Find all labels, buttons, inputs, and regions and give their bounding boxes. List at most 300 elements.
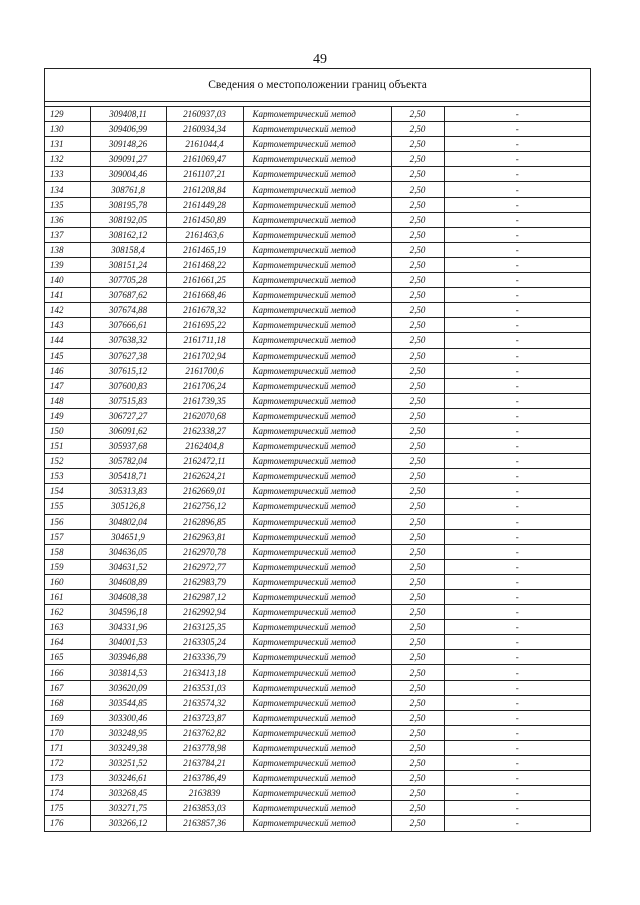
- point-number-cell: 140: [45, 273, 90, 288]
- point-number-cell: 152: [45, 454, 90, 469]
- accuracy-cell: 2,50: [391, 333, 444, 348]
- table-body: [45, 107, 590, 831]
- point-number-cell: 174: [45, 786, 90, 801]
- accuracy-cell: 2,50: [391, 650, 444, 665]
- table-row: [45, 137, 590, 152]
- table-row: [45, 816, 590, 831]
- method-cell: Картометрический метод: [243, 454, 391, 469]
- point-number-cell: 168: [45, 695, 90, 710]
- point-number-cell: 175: [45, 801, 90, 816]
- point-number-cell: 137: [45, 227, 90, 242]
- y-coordinate-cell: 2160937,03: [166, 107, 243, 122]
- table-row: [45, 303, 590, 318]
- y-coordinate-cell: 2162624,21: [166, 469, 243, 484]
- method-cell: Картометрический метод: [243, 816, 391, 831]
- method-cell: Картометрический метод: [243, 544, 391, 559]
- description-cell: -: [444, 423, 590, 438]
- method-cell: Картометрический метод: [243, 801, 391, 816]
- point-number-cell: 132: [45, 152, 90, 167]
- accuracy-cell: 2,50: [391, 635, 444, 650]
- y-coordinate-cell: 2161468,22: [166, 257, 243, 272]
- table-row: [45, 574, 590, 589]
- table-row: [45, 408, 590, 423]
- table-row: [45, 499, 590, 514]
- y-coordinate-cell: 2162070,68: [166, 408, 243, 423]
- point-number-cell: 149: [45, 408, 90, 423]
- table-row: [45, 363, 590, 378]
- x-coordinate-cell: 307638,32: [90, 333, 166, 348]
- table-row: [45, 786, 590, 801]
- method-cell: Картометрический метод: [243, 152, 391, 167]
- accuracy-cell: 2,50: [391, 288, 444, 303]
- method-cell: Картометрический метод: [243, 288, 391, 303]
- accuracy-cell: 2,50: [391, 303, 444, 318]
- description-cell: -: [444, 786, 590, 801]
- x-coordinate-cell: 307615,12: [90, 363, 166, 378]
- description-cell: -: [444, 801, 590, 816]
- method-cell: Картометрический метод: [243, 273, 391, 288]
- method-cell: Картометрический метод: [243, 740, 391, 755]
- description-cell: -: [444, 695, 590, 710]
- point-number-cell: 172: [45, 756, 90, 771]
- method-cell: Картометрический метод: [243, 333, 391, 348]
- description-cell: -: [444, 122, 590, 137]
- x-coordinate-cell: 307705,28: [90, 273, 166, 288]
- point-number-cell: 138: [45, 242, 90, 257]
- accuracy-cell: 2,50: [391, 242, 444, 257]
- description-cell: -: [444, 393, 590, 408]
- y-coordinate-cell: 2161739,35: [166, 393, 243, 408]
- y-coordinate-cell: 2163853,03: [166, 801, 243, 816]
- table-row: [45, 182, 590, 197]
- point-number-cell: 147: [45, 378, 90, 393]
- x-coordinate-cell: 303246,61: [90, 771, 166, 786]
- point-number-cell: 160: [45, 574, 90, 589]
- point-number-cell: 145: [45, 348, 90, 363]
- description-cell: -: [444, 469, 590, 484]
- accuracy-cell: 2,50: [391, 620, 444, 635]
- y-coordinate-cell: 2161208,84: [166, 182, 243, 197]
- method-cell: Картометрический метод: [243, 122, 391, 137]
- y-coordinate-cell: 2161107,21: [166, 167, 243, 182]
- y-coordinate-cell: 2162987,12: [166, 590, 243, 605]
- description-cell: -: [444, 650, 590, 665]
- x-coordinate-cell: 308761,8: [90, 182, 166, 197]
- x-coordinate-cell: 303248,95: [90, 725, 166, 740]
- accuracy-cell: 2,50: [391, 363, 444, 378]
- x-coordinate-cell: 308192,05: [90, 212, 166, 227]
- table-row: [45, 695, 590, 710]
- accuracy-cell: 2,50: [391, 227, 444, 242]
- table-row: [45, 152, 590, 167]
- table-row: [45, 378, 590, 393]
- accuracy-cell: 2,50: [391, 529, 444, 544]
- method-cell: Картометрический метод: [243, 635, 391, 650]
- x-coordinate-cell: 309406,99: [90, 122, 166, 137]
- point-number-cell: 173: [45, 771, 90, 786]
- accuracy-cell: 2,50: [391, 544, 444, 559]
- accuracy-cell: 2,50: [391, 574, 444, 589]
- x-coordinate-cell: 306091,62: [90, 423, 166, 438]
- y-coordinate-cell: 2160934,34: [166, 122, 243, 137]
- point-number-cell: 151: [45, 439, 90, 454]
- method-cell: Картометрический метод: [243, 605, 391, 620]
- accuracy-cell: 2,50: [391, 695, 444, 710]
- point-number-cell: 131: [45, 137, 90, 152]
- y-coordinate-cell: 2161678,32: [166, 303, 243, 318]
- description-cell: -: [444, 514, 590, 529]
- method-cell: Картометрический метод: [243, 107, 391, 122]
- y-coordinate-cell: 2162992,94: [166, 605, 243, 620]
- point-number-cell: 156: [45, 514, 90, 529]
- point-number-cell: 164: [45, 635, 90, 650]
- y-coordinate-cell: 2161450,89: [166, 212, 243, 227]
- description-cell: -: [444, 167, 590, 182]
- method-cell: Картометрический метод: [243, 514, 391, 529]
- point-number-cell: 133: [45, 167, 90, 182]
- accuracy-cell: 2,50: [391, 439, 444, 454]
- table-row: [45, 107, 590, 122]
- description-cell: -: [444, 227, 590, 242]
- y-coordinate-cell: 2162404,8: [166, 439, 243, 454]
- method-cell: Картометрический метод: [243, 771, 391, 786]
- table-row: [45, 333, 590, 348]
- point-number-cell: 146: [45, 363, 90, 378]
- table-row: [45, 710, 590, 725]
- description-cell: -: [444, 318, 590, 333]
- method-cell: Картометрический метод: [243, 167, 391, 182]
- point-number-cell: 176: [45, 816, 90, 831]
- accuracy-cell: 2,50: [391, 801, 444, 816]
- accuracy-cell: 2,50: [391, 725, 444, 740]
- x-coordinate-cell: 303266,12: [90, 816, 166, 831]
- x-coordinate-cell: 305313,83: [90, 484, 166, 499]
- description-cell: -: [444, 574, 590, 589]
- point-number-cell: 144: [45, 333, 90, 348]
- accuracy-cell: 2,50: [391, 740, 444, 755]
- accuracy-cell: 2,50: [391, 273, 444, 288]
- description-cell: -: [444, 182, 590, 197]
- description-cell: -: [444, 605, 590, 620]
- table-row: [45, 227, 590, 242]
- description-cell: -: [444, 740, 590, 755]
- accuracy-cell: 2,50: [391, 423, 444, 438]
- description-cell: -: [444, 242, 590, 257]
- y-coordinate-cell: 2162972,77: [166, 559, 243, 574]
- x-coordinate-cell: 306727,27: [90, 408, 166, 423]
- accuracy-cell: 2,50: [391, 378, 444, 393]
- point-number-cell: 161: [45, 590, 90, 605]
- y-coordinate-cell: 2162669,01: [166, 484, 243, 499]
- accuracy-cell: 2,50: [391, 665, 444, 680]
- x-coordinate-cell: 308195,78: [90, 197, 166, 212]
- boundary-coordinates-table: [45, 107, 590, 832]
- point-number-cell: 167: [45, 680, 90, 695]
- table-row: [45, 514, 590, 529]
- x-coordinate-cell: 303268,45: [90, 786, 166, 801]
- method-cell: Картометрический метод: [243, 212, 391, 227]
- description-cell: -: [444, 288, 590, 303]
- point-number-cell: 142: [45, 303, 90, 318]
- x-coordinate-cell: 303544,85: [90, 695, 166, 710]
- point-number-cell: 165: [45, 650, 90, 665]
- x-coordinate-cell: 308158,4: [90, 242, 166, 257]
- y-coordinate-cell: 2163857,36: [166, 816, 243, 831]
- page-number: 49: [313, 52, 327, 67]
- method-cell: Картометрический метод: [243, 182, 391, 197]
- accuracy-cell: 2,50: [391, 559, 444, 574]
- accuracy-cell: 2,50: [391, 257, 444, 272]
- x-coordinate-cell: 307627,38: [90, 348, 166, 363]
- method-cell: Картометрический метод: [243, 499, 391, 514]
- point-number-cell: 153: [45, 469, 90, 484]
- x-coordinate-cell: 304636,05: [90, 544, 166, 559]
- y-coordinate-cell: 2162970,78: [166, 544, 243, 559]
- description-cell: -: [444, 333, 590, 348]
- description-cell: -: [444, 107, 590, 122]
- y-coordinate-cell: 2161700,6: [166, 363, 243, 378]
- table-row: [45, 801, 590, 816]
- accuracy-cell: 2,50: [391, 393, 444, 408]
- point-number-cell: 148: [45, 393, 90, 408]
- y-coordinate-cell: 2161449,28: [166, 197, 243, 212]
- method-cell: Картометрический метод: [243, 423, 391, 438]
- y-coordinate-cell: 2162983,79: [166, 574, 243, 589]
- y-coordinate-cell: 2161668,46: [166, 288, 243, 303]
- method-cell: Картометрический метод: [243, 574, 391, 589]
- x-coordinate-cell: 305126,8: [90, 499, 166, 514]
- description-cell: -: [444, 197, 590, 212]
- description-cell: -: [444, 559, 590, 574]
- x-coordinate-cell: 303251,52: [90, 756, 166, 771]
- point-number-cell: 157: [45, 529, 90, 544]
- table-row: [45, 756, 590, 771]
- point-number-cell: 135: [45, 197, 90, 212]
- method-cell: Картометрический метод: [243, 620, 391, 635]
- table-row: [45, 635, 590, 650]
- x-coordinate-cell: 304596,18: [90, 605, 166, 620]
- table-row: [45, 680, 590, 695]
- point-number-cell: 130: [45, 122, 90, 137]
- description-cell: -: [444, 620, 590, 635]
- method-cell: Картометрический метод: [243, 227, 391, 242]
- accuracy-cell: 2,50: [391, 122, 444, 137]
- method-cell: Картометрический метод: [243, 786, 391, 801]
- y-coordinate-cell: 2163723,87: [166, 710, 243, 725]
- y-coordinate-cell: 2161044,4: [166, 137, 243, 152]
- table-row: [45, 590, 590, 605]
- method-cell: Картометрический метод: [243, 665, 391, 680]
- table-row: [45, 318, 590, 333]
- method-cell: Картометрический метод: [243, 650, 391, 665]
- table-row: [45, 167, 590, 182]
- y-coordinate-cell: 2161711,18: [166, 333, 243, 348]
- x-coordinate-cell: 305937,68: [90, 439, 166, 454]
- description-cell: -: [444, 408, 590, 423]
- point-number-cell: 170: [45, 725, 90, 740]
- method-cell: Картометрический метод: [243, 710, 391, 725]
- accuracy-cell: 2,50: [391, 590, 444, 605]
- description-cell: -: [444, 635, 590, 650]
- x-coordinate-cell: 307666,61: [90, 318, 166, 333]
- accuracy-cell: 2,50: [391, 605, 444, 620]
- y-coordinate-cell: 2162472,11: [166, 454, 243, 469]
- y-coordinate-cell: 2163336,79: [166, 650, 243, 665]
- x-coordinate-cell: 308151,24: [90, 257, 166, 272]
- accuracy-cell: 2,50: [391, 182, 444, 197]
- accuracy-cell: 2,50: [391, 212, 444, 227]
- method-cell: Картометрический метод: [243, 348, 391, 363]
- x-coordinate-cell: 303620,09: [90, 680, 166, 695]
- table-row: [45, 529, 590, 544]
- x-coordinate-cell: 304802,04: [90, 514, 166, 529]
- x-coordinate-cell: 303300,46: [90, 710, 166, 725]
- table-row: [45, 288, 590, 303]
- x-coordinate-cell: 305782,04: [90, 454, 166, 469]
- method-cell: Картометрический метод: [243, 393, 391, 408]
- accuracy-cell: 2,50: [391, 710, 444, 725]
- description-cell: -: [444, 212, 590, 227]
- accuracy-cell: 2,50: [391, 469, 444, 484]
- y-coordinate-cell: 2162896,85: [166, 514, 243, 529]
- accuracy-cell: 2,50: [391, 197, 444, 212]
- y-coordinate-cell: 2162756,12: [166, 499, 243, 514]
- method-cell: Картометрический метод: [243, 725, 391, 740]
- table-row: [45, 242, 590, 257]
- table-row: [45, 725, 590, 740]
- x-coordinate-cell: 304608,38: [90, 590, 166, 605]
- x-coordinate-cell: 308162,12: [90, 227, 166, 242]
- point-number-cell: 129: [45, 107, 90, 122]
- x-coordinate-cell: 309408,11: [90, 107, 166, 122]
- y-coordinate-cell: 2161465,19: [166, 242, 243, 257]
- y-coordinate-cell: 2163762,82: [166, 725, 243, 740]
- table-row: [45, 484, 590, 499]
- method-cell: Картометрический метод: [243, 242, 391, 257]
- table-title: Сведения о местоположении границ объекта: [45, 69, 590, 102]
- point-number-cell: 162: [45, 605, 90, 620]
- description-cell: -: [444, 665, 590, 680]
- y-coordinate-cell: 2162963,81: [166, 529, 243, 544]
- table-row: [45, 439, 590, 454]
- table-row: [45, 348, 590, 363]
- table-row: [45, 122, 590, 137]
- accuracy-cell: 2,50: [391, 318, 444, 333]
- y-coordinate-cell: 2161661,25: [166, 273, 243, 288]
- method-cell: Картометрический метод: [243, 469, 391, 484]
- y-coordinate-cell: 2162338,27: [166, 423, 243, 438]
- x-coordinate-cell: 304331,96: [90, 620, 166, 635]
- x-coordinate-cell: 303249,38: [90, 740, 166, 755]
- point-number-cell: 150: [45, 423, 90, 438]
- description-cell: -: [444, 303, 590, 318]
- y-coordinate-cell: 2161069,47: [166, 152, 243, 167]
- description-cell: -: [444, 363, 590, 378]
- table-row: [45, 423, 590, 438]
- x-coordinate-cell: 309091,27: [90, 152, 166, 167]
- accuracy-cell: 2,50: [391, 484, 444, 499]
- description-cell: -: [444, 499, 590, 514]
- description-cell: -: [444, 454, 590, 469]
- table-row: [45, 197, 590, 212]
- description-cell: -: [444, 439, 590, 454]
- table-row: [45, 469, 590, 484]
- point-number-cell: 158: [45, 544, 90, 559]
- x-coordinate-cell: 309004,46: [90, 167, 166, 182]
- description-cell: -: [444, 257, 590, 272]
- accuracy-cell: 2,50: [391, 348, 444, 363]
- y-coordinate-cell: 2163531,03: [166, 680, 243, 695]
- x-coordinate-cell: 304631,52: [90, 559, 166, 574]
- method-cell: Картометрический метод: [243, 318, 391, 333]
- y-coordinate-cell: 2163305,24: [166, 635, 243, 650]
- point-number-cell: 136: [45, 212, 90, 227]
- method-cell: Картометрический метод: [243, 137, 391, 152]
- point-number-cell: 171: [45, 740, 90, 755]
- accuracy-cell: 2,50: [391, 107, 444, 122]
- description-cell: -: [444, 348, 590, 363]
- description-cell: -: [444, 680, 590, 695]
- description-cell: -: [444, 484, 590, 499]
- x-coordinate-cell: 307687,62: [90, 288, 166, 303]
- description-cell: -: [444, 544, 590, 559]
- boundary-table-container: [44, 68, 591, 832]
- point-number-cell: 163: [45, 620, 90, 635]
- point-number-cell: 169: [45, 710, 90, 725]
- description-cell: -: [444, 273, 590, 288]
- method-cell: Картометрический метод: [243, 680, 391, 695]
- point-number-cell: 166: [45, 665, 90, 680]
- table-row: [45, 454, 590, 469]
- accuracy-cell: 2,50: [391, 152, 444, 167]
- y-coordinate-cell: 2163125,35: [166, 620, 243, 635]
- accuracy-cell: 2,50: [391, 756, 444, 771]
- table-row: [45, 559, 590, 574]
- description-cell: -: [444, 710, 590, 725]
- x-coordinate-cell: 304608,89: [90, 574, 166, 589]
- method-cell: Картометрический метод: [243, 590, 391, 605]
- accuracy-cell: 2,50: [391, 137, 444, 152]
- x-coordinate-cell: 304001,53: [90, 635, 166, 650]
- method-cell: Картометрический метод: [243, 197, 391, 212]
- table-row: [45, 393, 590, 408]
- y-coordinate-cell: 2163778,98: [166, 740, 243, 755]
- x-coordinate-cell: 303946,88: [90, 650, 166, 665]
- y-coordinate-cell: 2163839: [166, 786, 243, 801]
- point-number-cell: 155: [45, 499, 90, 514]
- y-coordinate-cell: 2163786,49: [166, 771, 243, 786]
- accuracy-cell: 2,50: [391, 167, 444, 182]
- x-coordinate-cell: 309148,26: [90, 137, 166, 152]
- accuracy-cell: 2,50: [391, 514, 444, 529]
- method-cell: Картометрический метод: [243, 303, 391, 318]
- point-number-cell: 154: [45, 484, 90, 499]
- y-coordinate-cell: 2161463,6: [166, 227, 243, 242]
- point-number-cell: 134: [45, 182, 90, 197]
- x-coordinate-cell: 304651,9: [90, 529, 166, 544]
- table-row: [45, 605, 590, 620]
- accuracy-cell: 2,50: [391, 771, 444, 786]
- point-number-cell: 141: [45, 288, 90, 303]
- description-cell: -: [444, 590, 590, 605]
- x-coordinate-cell: 307674,88: [90, 303, 166, 318]
- y-coordinate-cell: 2163574,32: [166, 695, 243, 710]
- y-coordinate-cell: 2161695,22: [166, 318, 243, 333]
- description-cell: -: [444, 378, 590, 393]
- accuracy-cell: 2,50: [391, 454, 444, 469]
- method-cell: Картометрический метод: [243, 484, 391, 499]
- method-cell: Картометрический метод: [243, 559, 391, 574]
